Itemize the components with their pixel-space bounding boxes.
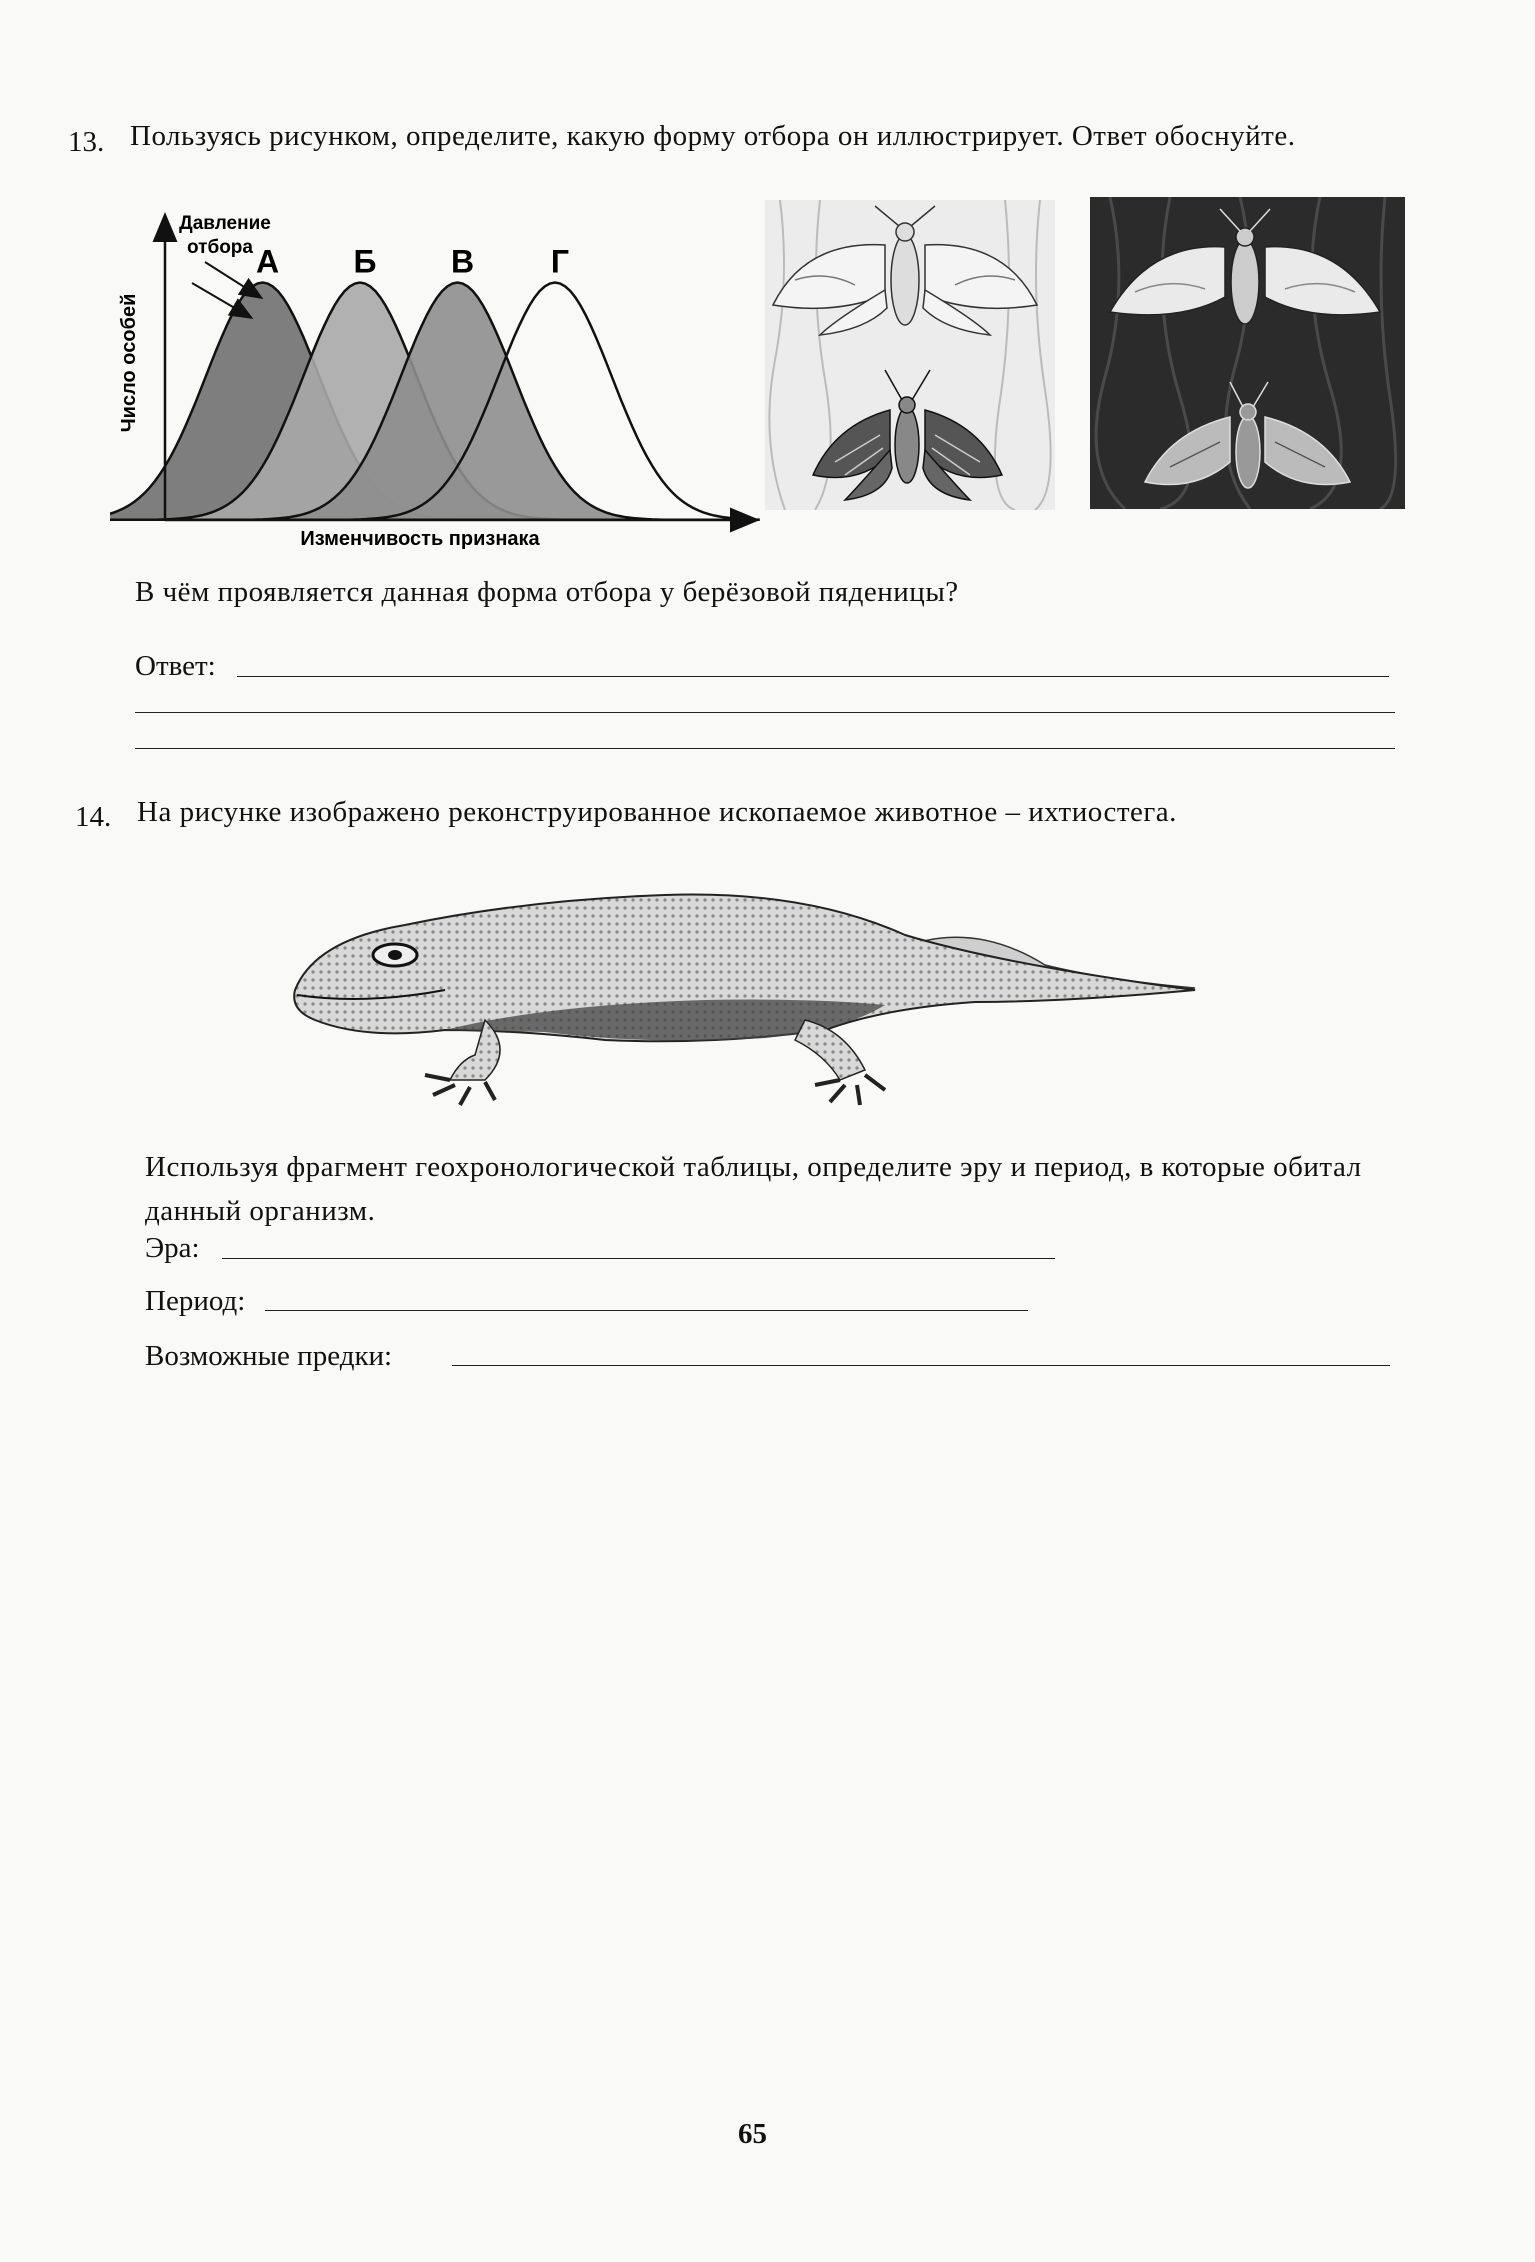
series-label-3: В xyxy=(450,243,475,280)
q14-text: На рисунке изображено реконструированное ископаемое животное – ихтиостега. xyxy=(137,796,1177,828)
q13-answer-label: Ответ: xyxy=(135,650,216,682)
ichthyostega-image xyxy=(285,880,1205,1115)
moth-dark-bark-image xyxy=(1090,197,1405,509)
series-label-1: А xyxy=(255,243,280,280)
moth-light-bark-image xyxy=(765,200,1055,510)
y-axis-label: Число особей xyxy=(118,293,140,433)
pressure-arrow-1 xyxy=(205,262,260,297)
q13-answer-line-1[interactable] xyxy=(237,676,1389,677)
q14-era-line[interactable] xyxy=(222,1258,1055,1259)
pressure-label: Давление отбора xyxy=(179,213,271,258)
q14-ancestors-line[interactable] xyxy=(452,1365,1390,1366)
q13-answer-line-3[interactable] xyxy=(135,748,1395,749)
series-label-4: Г xyxy=(550,243,570,280)
q13-text: Пользуясь рисунком, определите, какую форму отбора он иллюстрирует. Ответ обоснуйте. xyxy=(130,120,1296,152)
q14-number: 14. xyxy=(75,801,112,833)
q14-period-line[interactable] xyxy=(265,1310,1028,1311)
q14-period-label: Период: xyxy=(145,1285,246,1317)
q14-ancestors-label: Возможные предки: xyxy=(145,1340,393,1372)
q13-number: 13. xyxy=(68,126,105,158)
curves-group xyxy=(110,283,760,520)
page-number: 65 xyxy=(738,2118,767,2150)
selection-chart xyxy=(110,205,770,555)
x-axis-label: Изменчивость признака xyxy=(300,528,540,550)
q13-question2: В чём проявляется данная форма отбора у берёзовой пяденицы? xyxy=(135,576,959,608)
series-label-2: Б xyxy=(353,243,377,280)
q14-instruction: Используя фрагмент геохронологической таблицы, определите эру и период, в которые обитал данный организм. xyxy=(145,1151,1362,1227)
q13-answer-line-2[interactable] xyxy=(135,712,1395,713)
q14-era-label: Эра: xyxy=(145,1232,200,1264)
